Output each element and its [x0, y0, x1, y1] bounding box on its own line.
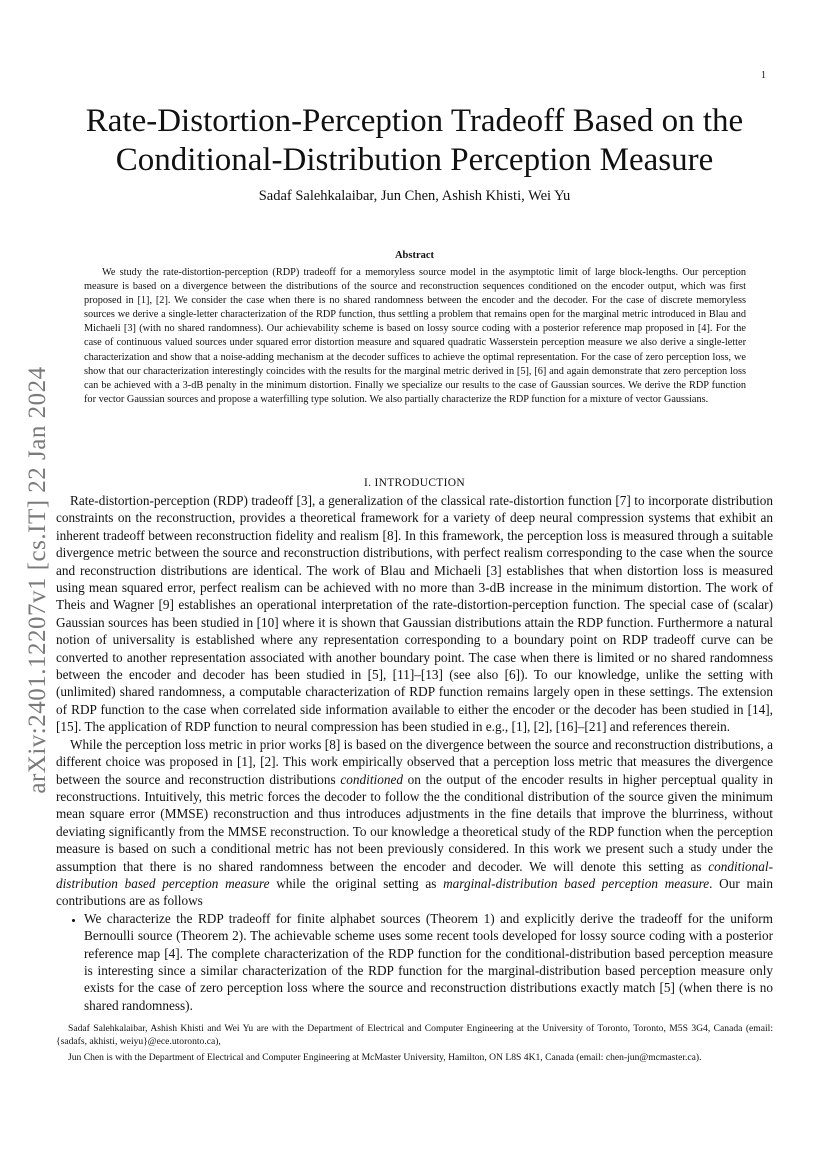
contributions-list [56, 910, 773, 1014]
intro-paragraph-2-part-a: While the perception loss metric in prior works [8] is based on the divergence between the source and reconstruction distributions, a different choice was proposed in [1], [2]. This work empirically observed that a perception loss metric that measures the divergence between the source and reconstruction distributions [56, 736, 773, 787]
intro-paragraph-2-part-b: on the output of the encoder results in higher perceptual quality in reconstructions. Intuitively, this metric forces the decoder to follow the the conditional distribution of the source given the minimum mean square error (MMSE) reconstruction and thus introduces adjustments in the fine details that improve the blurriness, without deviating significantly from the MMSE reconstruction. To our knowledge a theoretical study of the RDP function when the perception measure is based on such a conditional metric has not been previously considered. In this work we present such a study under the assumption that there is no shared randomness between the encoder and decoder. We will denote this setting as [56, 771, 774, 874]
abstract-heading: Abstract [394, 250, 435, 261]
paper-title-line-2: Conditional-Distribution Perception Measure [115, 142, 714, 178]
intro-paragraph-2-part-d: . Our main contributions are as follows [56, 875, 773, 909]
abstract-text: We study the rate-distortion-perception (RDP) tradeoff for a memoryless source model in the asymptotic limit of large block-lengths. Our perception measure is based on a divergence between the distributions of the source and reconstruction sequences conditioned on the encoder output, which was first proposed in [1], [2]. We consider the case when there is no shared randomness between the encoder and the decoder. For the case of discrete memoryless sources we derive a single-letter characterization of the RDP function, thus settling a problem that remains open for the marginal metric introduced in Blau and Michaeli [3] (with no shared randomness). Our achievability scheme is based on lossy source coding with a posterior reference map proposed in [4]. For the case of continuous valued sources under squared error distortion measure and squared quadratic Wasserstein perception measure we also derive a single-letter characterization and show that a noise-adding mechanism at the decoder suffices to achieve the optimal representation. For the case of zero perception loss, we show that our characterization interestingly coincides with the results for the marginal metric derived in [5], [6] and again demonstrate that zero perception loss can be achieved with a 3-dB penalty in the minimum distortion. Finally we specialize our results to the case of Gaussian sources. We derive the RDP function for vector Gaussian sources and propose a waterfilling type solution. We also partially characterize the RDP function for a mixture of vector Gaussians. [84, 267, 746, 405]
emphasis-conditional-measure: conditional-distribution based perception measure [56, 858, 773, 891]
footnotes [56, 1022, 773, 1064]
contribution-item-1: • We characterize the RDP tradeoff for finite alphabet sources (Theorem 1) and explicitly derive the tradeoff for the uniform Bernoulli source (Theorem 2). The achievable scheme uses some recent tools developed for lossy source coding with a posterior reference map [4]. The complete characterization of the RDP function for the conditional-distribution based perception measure is interesting since a similar characterization of the RDP function for the marginal-distribution based perception measure only exists for the case of zero perception loss where the source and reconstruction distributions exactly match [5] (when there is no shared randomness). [84, 910, 773, 1014]
intro-paragraph-1: Rate-distortion-perception (RDP) tradeoff [3], a generalization of the classical rate-distortion function [7] to incorporate distribution constraints on the reconstruction, provides a theoretical framework for a variety of deep neural compression systems that exhibit an inherent tradeoff between reconstruction fidelity and realism [8]. In this framework, the perception loss is measured through a suitable divergence metric between the source and reconstruction distributions, with perfect realism corresponding to the case when the source and reconstruction distributions are identical. The work of Blau and Michaeli [3] establishes that when distortion loss is measured using mean squared error, perfect realism can be achieved with no more than 3-dB increase in the minimum distortion. The work of Theis and Wagner [9] establishes an operational interpretation of the rate-distortion-perception function. The special case of (scalar) Gaussian sources has been studied in [10] where it is shown that Gaussian distributions attain the RDP function. Furthermore a natural notion of universality is established where any representation corresponding to a boundary point on RDP tradeoff curve can be converted to another representation associated with another boundary point. The case when there is limited or no shared randomness between the encoder and decoder has been studied in [5], [11]–[13] (see also [6]). To our knowledge, unlike the setting with (unlimited) shared randomness, a computable characterization of RDP function remains largely open in these settings. The extension of RDP function to the case when correlated side information available to either the encoder or the decoder has been studied in [14], [15]. The application of RDP function to neural compression has been studied in e.g., [1], [2], [16]–[21] and references therein. [56, 493, 773, 735]
emphasis-conditioned: conditioned [340, 771, 403, 787]
arxiv-identifier-stamp: arXiv:2401.12207v1 [cs.IT] 22 Jan 2024 [24, 366, 51, 794]
author-list: Sadaf Salehkalaibar, Jun Chen, Ashish Khisti, Wei Yu [258, 188, 571, 204]
section-heading-introduction: I. INTRODUCTION [364, 477, 465, 489]
footnote-affiliation-toronto: Sadaf Salehkalaibar, Ashish Khisti and Wei Yu are with the Department of Electrical and Computer Engineering at the University of Toronto, Toronto, M5S 3G4, Canada (email:{sadafs, akhisti, weiyu}@ece.utoronto.ca), [56, 1023, 773, 1048]
footnote-affiliation-mcmaster: Jun Chen is with the Department of Electrical and Computer Engineering at McMaster University, Hamilton, ON L8S 4K1, Canada (email: chen-jun@mcmaster.ca). [68, 1051, 702, 1063]
introduction-body [56, 492, 773, 1014]
intro-paragraph-2 [56, 736, 773, 910]
paper-title [56, 102, 773, 180]
paper-title-line-1: Rate-Distortion-Perception Tradeoff Based on the [85, 103, 744, 139]
page-number: 1 [761, 70, 766, 81]
emphasis-marginal-measure: marginal-distribution based perception measure [443, 875, 710, 891]
intro-paragraph-2-part-c: while the original setting as [269, 875, 444, 891]
